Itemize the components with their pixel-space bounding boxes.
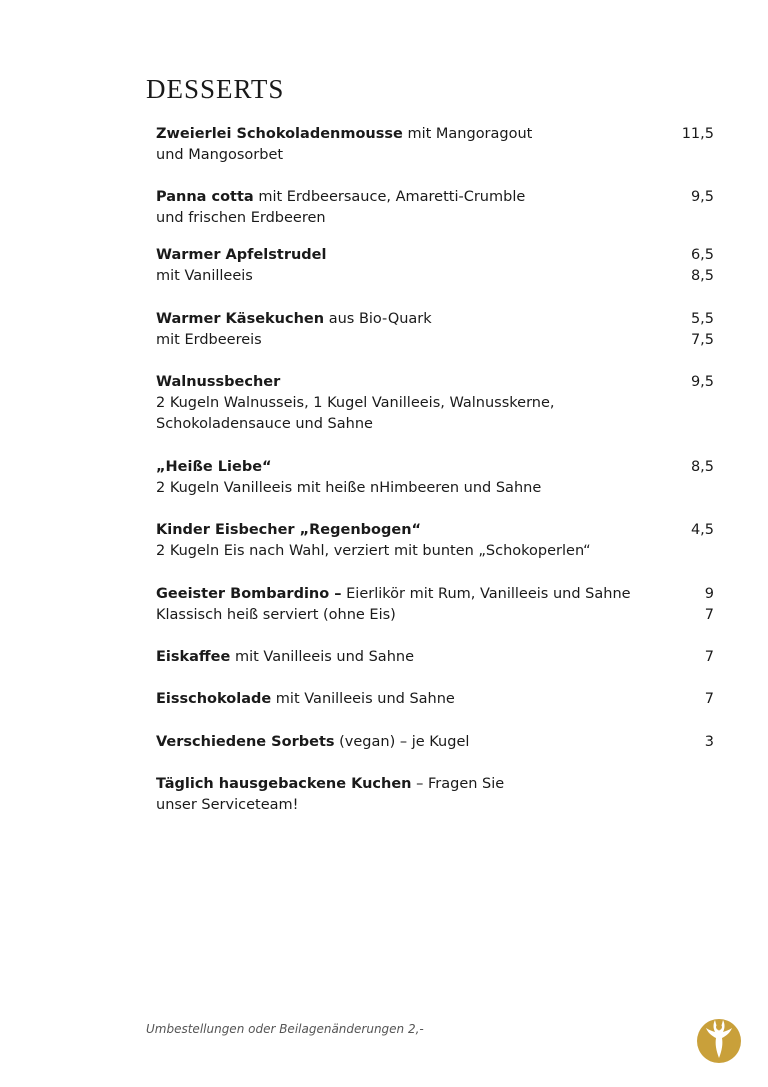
item-price: 4,5 bbox=[690, 522, 714, 538]
footer-note: Umbestellungen oder Beilagenänderungen 2,- bbox=[146, 1022, 424, 1036]
item-price: 9,5 bbox=[690, 374, 714, 390]
item-line: Eiskaffee mit Vanilleeis und Sahne bbox=[156, 649, 414, 665]
item-price: 8,5 bbox=[690, 268, 714, 284]
menu-item bbox=[156, 124, 714, 166]
item-line: mit Vanilleeis bbox=[156, 268, 253, 284]
item-line: Klassisch heiß serviert (ohne Eis) bbox=[156, 607, 396, 623]
item-line: 2 Kugeln Vanilleeis mit heiße nHimbeeren und Sahne bbox=[156, 480, 542, 496]
menu-item bbox=[156, 520, 714, 562]
menu-item bbox=[156, 457, 714, 499]
item-price: 5,5 bbox=[690, 311, 714, 327]
item-line: 2 Kugeln Eis nach Wahl, verziert mit bunten „Schokoperlen“ bbox=[156, 543, 591, 559]
menu-item bbox=[156, 372, 714, 435]
menu-item bbox=[156, 647, 714, 668]
item-line: Schokoladensauce und Sahne bbox=[156, 416, 373, 432]
menu-item bbox=[156, 732, 714, 753]
menu-item bbox=[156, 584, 714, 626]
deer-logo-icon bbox=[694, 1014, 744, 1064]
page-title: DESSERTS bbox=[146, 74, 285, 104]
item-price: 9,5 bbox=[690, 189, 714, 205]
item-line: Walnussbecher bbox=[156, 374, 281, 390]
menu-item bbox=[156, 774, 714, 816]
menu-item bbox=[156, 187, 714, 229]
item-line: Eisschokolade mit Vanilleeis und Sahne bbox=[156, 691, 455, 707]
item-price: 7 bbox=[704, 607, 714, 623]
item-price: 8,5 bbox=[690, 459, 714, 475]
item-line: Täglich hausgebackene Kuchen – Fragen Sie bbox=[156, 776, 505, 792]
item-line: Panna cotta mit Erdbeersauce, Amaretti-Crumble bbox=[156, 189, 526, 205]
item-line: unser Serviceteam! bbox=[156, 797, 299, 813]
item-line: „Heiße Liebe“ bbox=[156, 459, 272, 475]
item-line: 2 Kugeln Walnusseis, 1 Kugel Vanilleeis, Walnusskerne, bbox=[156, 395, 555, 411]
item-price: 7 bbox=[704, 691, 714, 707]
menu-item bbox=[156, 309, 714, 351]
item-price: 6,5 bbox=[690, 247, 714, 263]
item-price: 7 bbox=[704, 649, 714, 665]
item-price: 3 bbox=[704, 734, 714, 750]
item-price: 7,5 bbox=[690, 332, 714, 348]
item-line: Geeister Bombardino – Eierlikör mit Rum, Vanilleeis und Sahne bbox=[156, 586, 631, 602]
item-line: und Mangosorbet bbox=[156, 147, 284, 163]
item-price: 11,5 bbox=[681, 126, 714, 142]
menu-item bbox=[156, 689, 714, 710]
item-line: mit Erdbeereis bbox=[156, 332, 262, 348]
item-line: Zweierlei Schokoladenmousse mit Mangoragout bbox=[156, 126, 533, 142]
item-line: Warmer Apfelstrudel bbox=[156, 247, 327, 263]
item-line: und frischen Erdbeeren bbox=[156, 210, 326, 226]
item-line: Kinder Eisbecher „Regenbogen“ bbox=[156, 522, 422, 538]
menu-item bbox=[156, 245, 714, 287]
item-price: 9 bbox=[704, 586, 714, 602]
item-line: Warmer Käsekuchen aus Bio-Quark bbox=[156, 311, 432, 327]
item-line: Verschiedene Sorbets (vegan) – je Kugel bbox=[156, 734, 470, 750]
